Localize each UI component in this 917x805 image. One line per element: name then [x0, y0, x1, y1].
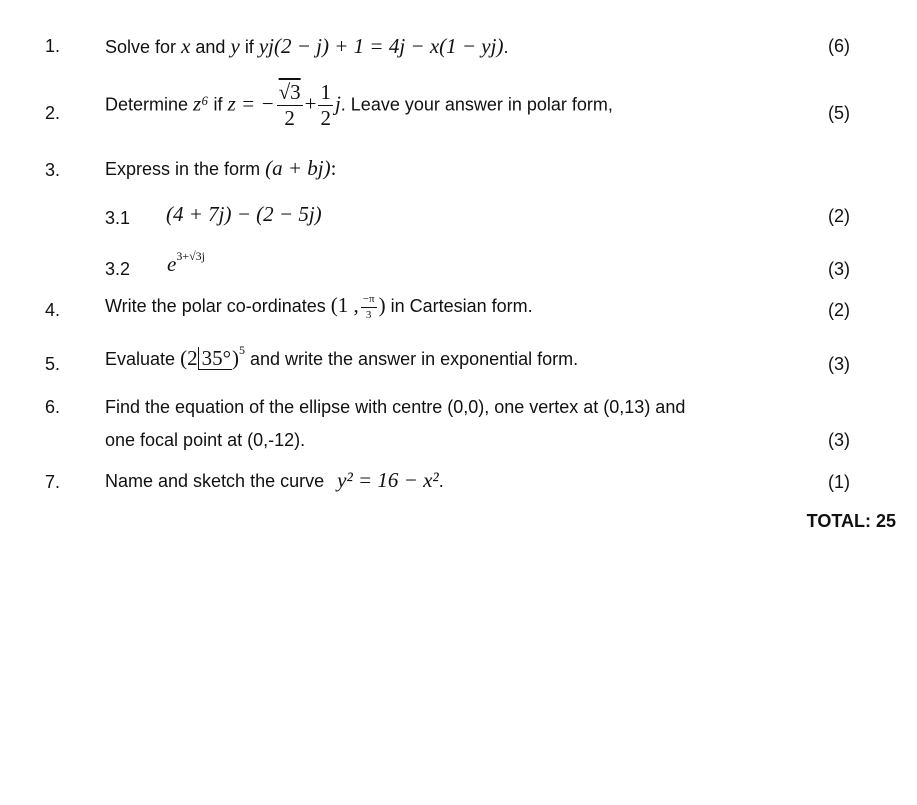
question-number: 7. [45, 472, 61, 492]
question-marks: (1) [828, 472, 850, 492]
question-marks: (3) [828, 354, 850, 374]
equation: yj(2 − j) + 1 = 4j − x(1 − yj) [258, 34, 504, 58]
polar-coordinates: (1 , $\frac{-\pi}{3}$ ) [330, 292, 386, 321]
question-marks: (5) [828, 103, 850, 123]
question-text-continued: one focal point at (0,-12). [105, 430, 306, 450]
question-marks: (3) [828, 259, 850, 279]
question-text: Determine z⁶ if z = − $\frac{√3}{2}$ + $\frac{1}{2}$ j. Leave your answer in polar form, [105, 80, 613, 130]
question-number: 3. [45, 160, 61, 180]
question-marks: (6) [828, 36, 850, 56]
question-number: 6. [45, 397, 61, 417]
question-number: 5. [45, 354, 61, 374]
equation: y² = 16 − x² [337, 468, 439, 492]
question-text: Express in the form (a + bj): [105, 156, 337, 180]
power: z⁶ [193, 91, 209, 116]
question-text: Name and sketch the curve y² = 16 − x². [105, 468, 444, 492]
expression: $e^{3+√3j}$ [167, 249, 206, 276]
form: (a + bj) [265, 156, 331, 180]
total-marks: TOTAL: 25 [806, 511, 896, 531]
expression: (4 + 7j) − (2 − 5j) [166, 202, 322, 226]
fraction: $\frac{1}{2}$ [320, 80, 331, 130]
question-marks: (2) [828, 206, 850, 226]
question-text: Solve for x and y if yj(2 − j) + 1 = 4j − x(1 − yj). [105, 34, 509, 58]
question-number: 1. [45, 36, 61, 56]
question-number: 2. [45, 103, 61, 123]
sub-question-number: 3.1 [105, 208, 131, 228]
sub-question-number: 3.2 [105, 259, 131, 279]
fraction: $\frac{√3}{2}$ [278, 80, 301, 130]
question-text: Find the equation of the ellipse with centre (0,0), one vertex at (0,13) and [105, 397, 686, 417]
expression: (2 35°)$^5$ [180, 343, 245, 370]
question-text: Write the polar co-ordinates (1 , $\frac{-\pi}{3}$ ) in Cartesian form. [105, 292, 533, 321]
question-text: Evaluate (2 35°)$^5$ and write the answer in exponential form. [105, 343, 579, 370]
question-marks: (2) [828, 300, 850, 320]
question-number: 4. [45, 300, 61, 320]
question-marks: (3) [828, 430, 850, 450]
